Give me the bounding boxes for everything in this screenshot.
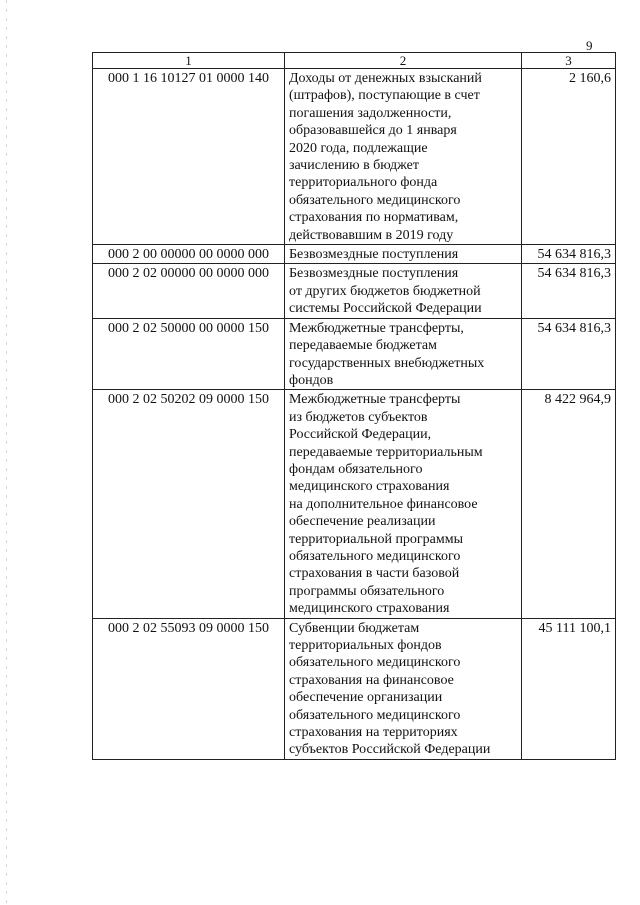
revenue-name-cell: Безвозмездные поступления <box>285 245 522 264</box>
column-header-3: 3 <box>522 53 616 69</box>
amount-cell: 45 111 100,1 <box>522 618 616 759</box>
table-row <box>93 264 616 318</box>
scan-edge-artifact <box>6 0 7 905</box>
amount-cell: 54 634 816,3 <box>522 318 616 390</box>
revenue-name-cell: Безвозмездные поступления от других бюджетов бюджетной системы Российской Федерации <box>285 264 522 318</box>
budget-revenue-table <box>92 52 616 760</box>
budget-code-cell: 000 2 02 00000 00 0000 000 <box>93 264 285 318</box>
table-row <box>93 245 616 264</box>
revenue-name-cell: Субвенции бюджетам территориальных фондов обязательного медицинского страхования на финансовое обеспечение организации обязательного медицинского страхования на территориях субъектов Российской Федерации <box>285 618 522 759</box>
budget-code-cell: 000 2 02 50000 00 0000 150 <box>93 318 285 390</box>
revenue-name-cell: Межбюджетные трансферты, передаваемые бюджетам государственных внебюджетных фондов <box>285 318 522 390</box>
table-row <box>93 69 616 245</box>
revenue-name-cell: Доходы от денежных взысканий (штрафов), поступающие в счет погашения задолженности, образовавшейся до 1 января 2020 года, подлежащие зачислению в бюджет территориального фонда обязательного медицинского страхования по нормативам, действовавшим в 2019 году <box>285 69 522 245</box>
budget-code-cell: 000 1 16 10127 01 0000 140 <box>93 69 285 245</box>
column-header-2: 2 <box>285 53 522 69</box>
revenue-name-cell: Межбюджетные трансферты из бюджетов субъектов Российской Федерации, передаваемые территориальным фондам обязательного медицинского страхования на дополнительное финансовое обеспечение реализации территориальной программы обязательного медицинского страхования в части базовой программы обязательного медицинского страхования <box>285 390 522 618</box>
budget-code-cell: 000 2 02 55093 09 0000 150 <box>93 618 285 759</box>
amount-cell: 54 634 816,3 <box>522 245 616 264</box>
page-number: 9 <box>586 38 593 53</box>
column-header-1: 1 <box>93 53 285 69</box>
table-row <box>93 618 616 759</box>
amount-cell: 2 160,6 <box>522 69 616 245</box>
amount-cell: 54 634 816,3 <box>522 264 616 318</box>
budget-code-cell: 000 2 00 00000 00 0000 000 <box>93 245 285 264</box>
table-header-row <box>93 53 616 69</box>
table-row <box>93 318 616 390</box>
budget-code-cell: 000 2 02 50202 09 0000 150 <box>93 390 285 618</box>
amount-cell: 8 422 964,9 <box>522 390 616 618</box>
table-row <box>93 390 616 618</box>
